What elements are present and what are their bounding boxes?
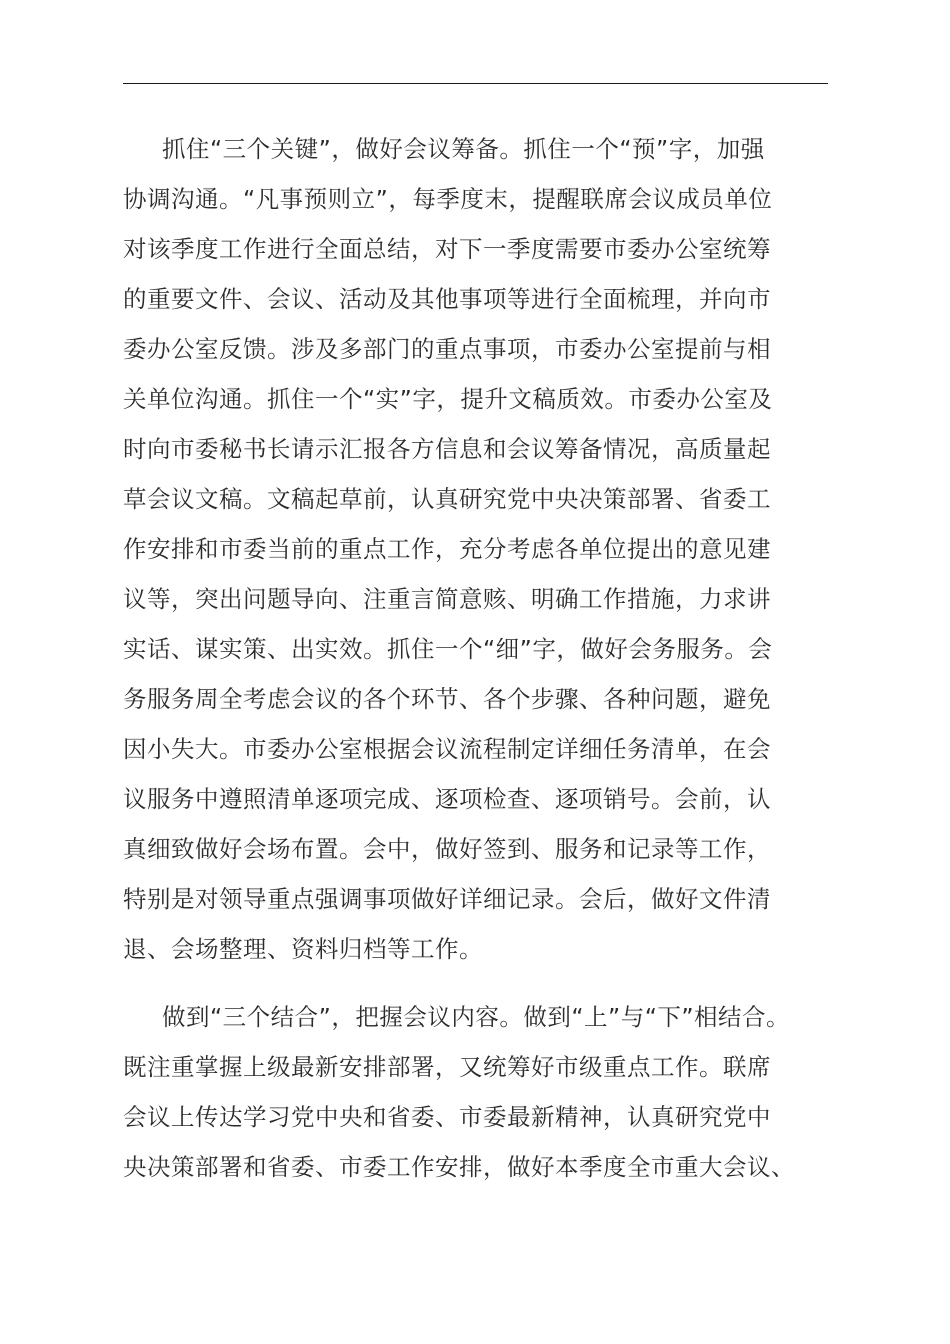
text-line: 委办公室反馈。涉及多部门的重点事项，市委办公室提前与相 bbox=[123, 335, 771, 363]
text-line: 抓住“三个关键”，做好会议筹备。抓住一个“预”字，加强 bbox=[162, 135, 765, 163]
text-line: 时向市委秘书长请示汇报各方信息和会议筹备情况，高质量起 bbox=[123, 435, 771, 463]
paragraph-gap bbox=[123, 974, 828, 992]
text-line: 特别是对领导重点强调事项做好详细记录。会后，做好文件清 bbox=[123, 885, 771, 913]
text-line: 真细致做好会场布置。会中，做好签到、服务和记录等工作， bbox=[123, 835, 771, 863]
text-line: 对该季度工作进行全面总结，对下一季度需要市委办公室统筹 bbox=[123, 235, 771, 263]
text-line: 因小失大。市委办公室根据会议流程制定详细任务清单，在会 bbox=[123, 735, 771, 763]
text-line: 议服务中遵照清单逐项完成、逐项检查、逐项销号。会前，认 bbox=[123, 785, 771, 813]
document-body bbox=[123, 124, 828, 1192]
text-line: 实话、谋实策、出实效。抓住一个“细”字，做好会务服务。会 bbox=[123, 635, 773, 663]
text-line: 协调沟通。“凡事预则立”，每季度末，提醒联席会议成员单位 bbox=[123, 185, 773, 213]
text-line: 退、会场整理、资料归档等工作。 bbox=[123, 935, 483, 963]
text-line: 作安排和市委当前的重点工作，充分考虑各单位提出的意见建 bbox=[123, 535, 771, 563]
text-line: 务服务周全考虑会议的各个环节、各个步骤、各种问题，避免 bbox=[123, 685, 771, 713]
header-rule bbox=[123, 83, 828, 84]
text-line: 会议上传达学习党中央和省委、市委最新精神，认真研究党中 bbox=[123, 1103, 771, 1131]
text-line: 草会议文稿。文稿起草前，认真研究党中央决策部署、省委工 bbox=[123, 485, 771, 513]
text-line: 做到“三个结合”，把握会议内容。做到“上”与“下”相结合。 bbox=[162, 1003, 791, 1031]
text-line: 既注重掌握上级最新安排部署，又统筹好市级重点工作。联席 bbox=[123, 1053, 771, 1081]
paragraph bbox=[123, 124, 828, 974]
paragraph bbox=[123, 992, 828, 1192]
text-line: 关单位沟通。抓住一个“实”字，提升文稿质效。市委办公室及 bbox=[123, 385, 773, 413]
text-line: 央决策部署和省委、市委工作安排，做好本季度全市重大会议、 bbox=[123, 1153, 795, 1181]
text-line: 的重要文件、会议、活动及其他事项等进行全面梳理，并向市 bbox=[123, 285, 771, 313]
text-line: 议等，突出问题导向、注重言简意赅、明确工作措施，力求讲 bbox=[123, 585, 771, 613]
